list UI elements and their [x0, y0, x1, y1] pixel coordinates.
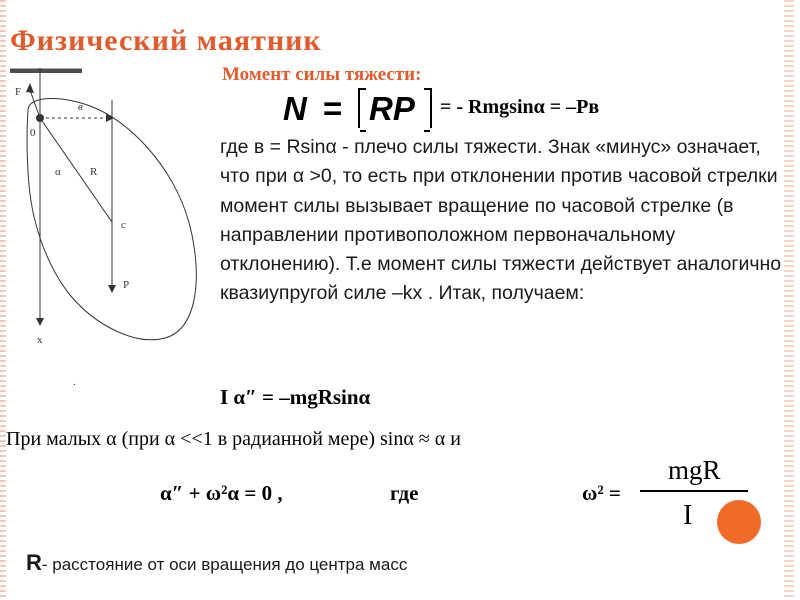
small-angle-text: При малых α (при α <<1 в радианной мере) sinα ≈ α и: [6, 428, 461, 450]
arm-label: в: [78, 101, 83, 113]
note-symbol: R: [26, 550, 42, 575]
force-label: F: [15, 86, 22, 98]
subtitle: Момент силы тяжести:: [222, 64, 422, 85]
axis-point-label: 0: [30, 127, 36, 139]
equation-i-alpha: I α″ = –mgRsinα: [220, 385, 371, 409]
weight-label: P: [123, 279, 130, 291]
equation-omega2-lhs: ω² =: [582, 481, 621, 505]
fraction-denominator: I: [683, 500, 693, 531]
fraction-bar: [640, 490, 748, 492]
weight-arrow-head: [108, 285, 116, 293]
x-arrow-head: [36, 318, 44, 326]
angle-label: α: [55, 166, 61, 178]
equation-omega: α″ + ω²α = 0 ,: [160, 481, 283, 505]
force-arrow-head: [26, 83, 34, 93]
radius-note: [26, 550, 407, 576]
pendulum-diagram: [0, 60, 215, 400]
formula-bracket-content: RP: [369, 90, 415, 127]
center-label: c: [121, 219, 126, 231]
equation-where: где: [390, 481, 419, 505]
pivot-point: [36, 114, 44, 122]
fraction-numerator: mgR: [668, 455, 721, 485]
force-vector: [30, 90, 40, 118]
formula-lhs: N: [283, 90, 307, 127]
explanation-paragraph: где в = Rsinα - плечо силы тяжести. Знак «минус» означает, что при α >0, то есть при отклонении против часовой стрелки момент силы вызывает вращение по часовой стрелке (в направлении противоположном первоначальному отклонению). Т.е момент силы тяжести действует аналогично квазиупругой силе –kx . Итак, получаем:: [220, 136, 782, 305]
formula-rhs: = - Rmgsinα = –Рв: [440, 96, 600, 118]
slide-title: Физический маятник: [10, 24, 322, 57]
x-axis-label: x: [37, 334, 43, 346]
note-text: - расстояние от оси вращения до центра масс: [41, 555, 408, 574]
radius-label: R: [90, 166, 98, 178]
formula-equals: =: [323, 90, 343, 127]
dot-mark: .: [73, 376, 76, 388]
orange-dot: [717, 500, 761, 544]
radius-line: [40, 118, 112, 222]
